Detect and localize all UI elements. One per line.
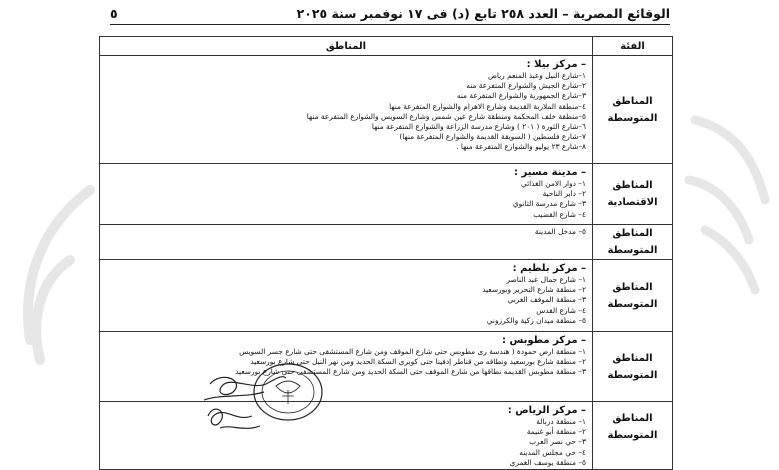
area-item: ٤– شارع القدس [536, 305, 586, 315]
area-item: ٥– مدخل المدينة [534, 227, 586, 236]
area-item: ٣– حي نصر العرب [529, 437, 586, 447]
category-cell [593, 164, 673, 225]
area-item: ١– منطقة ارض حمودة ( هندسة رى مطوبس حتى شارع الموقف ومن شارع المستشفى حتى شارع جسر السويس [239, 347, 586, 356]
area-item: ٣– شارع مدرسة الثانوي [512, 199, 586, 209]
area-item: ٢– داير الناحية [542, 189, 586, 199]
category-cell [593, 332, 673, 402]
area-item: ٤–منطقة الملاربة القديمة وشارع الاهرام والشوارع المتفرعة منها [389, 101, 586, 111]
area-item: ٣–شارع الجمهورية والشوارع المتفرعة منه [456, 91, 586, 101]
area-item: ٢– منطقة شارع بورسعيد ونطاقه من قناطر إدفينا حتى كوبرى السكة الحديد ومن نهر النيل حتى شارع بورسعيد [250, 357, 586, 367]
area-item: ٤– حي مجلس المدينه [519, 447, 586, 457]
areas-cell [100, 260, 593, 332]
watermark-right [675, 80, 779, 340]
areas-cell [100, 225, 593, 260]
areas-cell [100, 164, 593, 225]
page-header [110, 4, 670, 24]
category-label: المناطق المتوسطة [607, 352, 658, 381]
center-name: – مركز الرياض : [507, 405, 586, 416]
center-name: – مركز بيلا : [526, 59, 586, 70]
area-item: ٣– منطقة الموقف الغربي [507, 295, 586, 305]
area-item: ١– منطقة دربالة [536, 417, 586, 426]
category-label: المناطق المتوسطة [607, 413, 658, 441]
zones-table-body [100, 56, 673, 470]
category-label: المناطق المتوسطة [607, 95, 658, 124]
area-item: ٢– منطقة أبو غنيمة [526, 427, 586, 437]
table-row [100, 260, 673, 332]
category-cell [593, 402, 673, 470]
category-label: المناطق المتوسطة [607, 281, 658, 310]
watermark-left [0, 150, 110, 439]
gazette-title: الوقائع المصرية – العدد ٢٥٨ تابع (د) فى ١٧ نوفمبر سنة ٢٠٢٥ [296, 6, 670, 21]
table-row [100, 56, 673, 164]
category-label: المناطق [612, 180, 653, 191]
area-item: ٥– منطقة ميدان زكية والكرزوني [486, 315, 586, 325]
category-cell [593, 56, 673, 164]
area-item: ٢–شارع الجيش والشوارع المتفرعة منه [466, 81, 586, 91]
zones-table [99, 36, 673, 470]
areas-cell [100, 56, 593, 164]
area-item: ٥–منطقة خلف المحكمة ومنطقة شارع عين شمس وشارع السويس والشوارع المتفرعة منها [306, 111, 586, 121]
center-name: – مركز مطوبس : [502, 335, 586, 346]
area-item: ٧–شارع فلسطين ( السويقة القديمة والشوارع المتفرعة منها) [399, 132, 586, 142]
area-item: ١– دوار الامن الغذائي [520, 179, 586, 188]
area-item: ٢– منطقة شارع التحرير وبورسعيد [482, 285, 586, 295]
area-item: ٦–شارع الثورة ( ٢٠١ ) وشارع مدرسة الزراعة والشوارع المتفرعة منها [371, 122, 586, 132]
table-row [100, 332, 673, 402]
center-name: – مركز بلطيم : [512, 263, 586, 274]
table-header-row [100, 37, 673, 56]
category-column-header: الفئة [593, 37, 673, 56]
header-rule [110, 24, 670, 25]
areas-cell [100, 402, 593, 470]
table-row [100, 402, 673, 470]
category-cell [593, 260, 673, 332]
area-item: ١–شارع النيل وعبد المنعم رياض [487, 71, 586, 80]
area-item: ١– شارع جمال عبد الناصر [506, 275, 586, 284]
area-item: ٥– منطقة يوسف الغمرى [509, 457, 586, 467]
page-number: ٥ [110, 6, 118, 21]
area-item: ٣– منطقة مطوبس القديمه نطاقها من شارع الموقف حتى السكة الحديد ومن شارع المستشفى حتى شارع بورسعيد [235, 367, 586, 377]
category-label: الاقتصادية [607, 197, 658, 208]
category-cell [593, 225, 673, 260]
area-item: ٨–شارع ٢٣ يوليو والشوارع المتفرعة منها . [456, 142, 586, 152]
areas-column-header: المناطق [100, 37, 593, 56]
category-label: المناطق المتوسطة [607, 228, 658, 256]
areas-cell [100, 332, 593, 402]
official-stamp-signature [190, 356, 340, 438]
area-item: ٤– شارع القضيب [533, 209, 586, 219]
table-row [100, 225, 673, 260]
center-name: – مدينة مسير : [514, 167, 586, 178]
table-row [100, 164, 673, 225]
